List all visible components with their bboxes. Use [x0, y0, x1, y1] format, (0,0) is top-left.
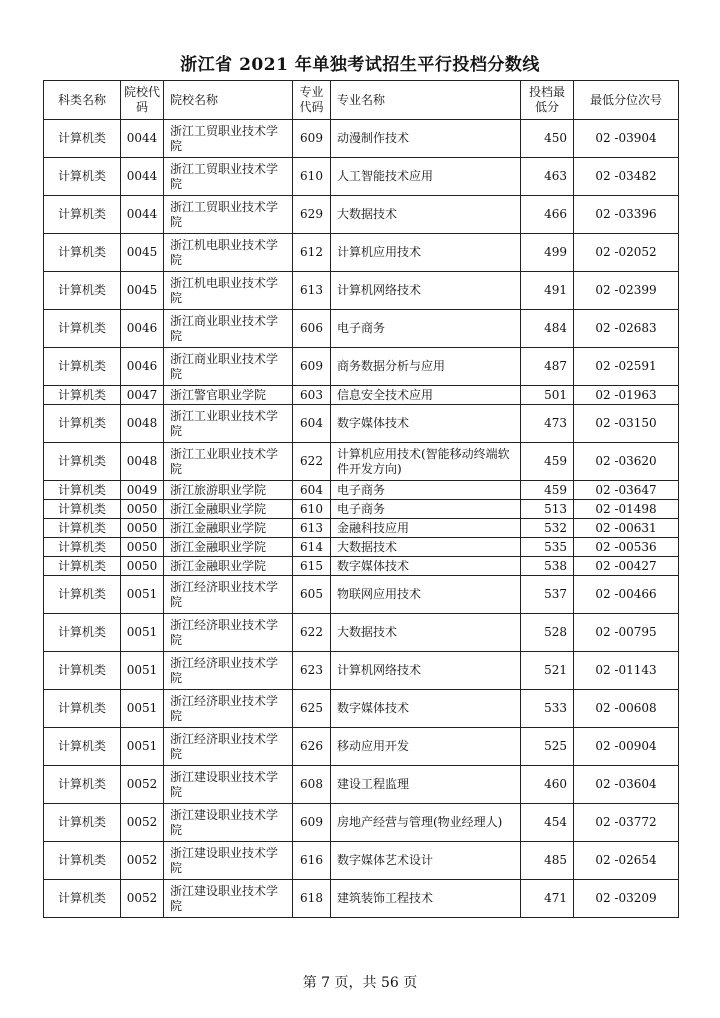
category-cell: 计算机类	[44, 158, 121, 196]
school-code-cell: 0051	[121, 690, 164, 728]
min-score-cell: 487	[521, 348, 574, 386]
school-name-cell: 浙江金融职业学院	[164, 500, 293, 519]
major-code-cell: 629	[293, 196, 331, 234]
major-code-cell: 622	[293, 443, 331, 481]
min-rank-cell: 02 -02683	[574, 310, 679, 348]
min-rank-cell: 02 -00795	[574, 614, 679, 652]
major-code-cell: 605	[293, 576, 331, 614]
min-rank-cell: 02 -02654	[574, 842, 679, 880]
major-code-cell: 614	[293, 538, 331, 557]
major-name-cell: 物联网应用技术	[331, 576, 521, 614]
school-name-cell: 浙江旅游职业学院	[164, 481, 293, 500]
school-name-cell: 浙江建设职业技术学院	[164, 880, 293, 918]
school-name-cell: 浙江金融职业学院	[164, 519, 293, 538]
school-code-cell: 0052	[121, 880, 164, 918]
min-rank-cell: 02 -01143	[574, 652, 679, 690]
header-school-code: 院校代码	[121, 81, 164, 120]
min-rank-cell: 02 -00904	[574, 728, 679, 766]
major-name-cell: 大数据技术	[331, 538, 521, 557]
major-code-cell: 622	[293, 614, 331, 652]
school-name-cell: 浙江机电职业技术学院	[164, 234, 293, 272]
header-school-name: 院校名称	[164, 81, 293, 120]
major-name-cell: 数字媒体艺术设计	[331, 842, 521, 880]
school-code-cell: 0044	[121, 158, 164, 196]
school-code-cell: 0046	[121, 310, 164, 348]
school-code-cell: 0050	[121, 500, 164, 519]
min-score-cell: 513	[521, 500, 574, 519]
category-cell: 计算机类	[44, 443, 121, 481]
major-code-cell: 610	[293, 158, 331, 196]
table-row	[44, 576, 679, 614]
table-row	[44, 880, 679, 918]
category-cell: 计算机类	[44, 690, 121, 728]
category-cell: 计算机类	[44, 386, 121, 405]
category-cell: 计算机类	[44, 557, 121, 576]
school-name-cell: 浙江经济职业技术学院	[164, 576, 293, 614]
min-rank-cell: 02 -00466	[574, 576, 679, 614]
min-rank-cell: 02 -00631	[574, 519, 679, 538]
major-name-cell: 计算机应用技术(智能移动终端软件开发方向)	[331, 443, 521, 481]
major-code-cell: 618	[293, 880, 331, 918]
category-cell: 计算机类	[44, 880, 121, 918]
school-name-cell: 浙江经济职业技术学院	[164, 690, 293, 728]
min-rank-cell: 02 -03396	[574, 196, 679, 234]
major-name-cell: 金融科技应用	[331, 519, 521, 538]
category-cell: 计算机类	[44, 348, 121, 386]
min-rank-cell: 02 -00608	[574, 690, 679, 728]
major-name-cell: 计算机网络技术	[331, 652, 521, 690]
major-name-cell: 电子商务	[331, 481, 521, 500]
school-code-cell: 0045	[121, 272, 164, 310]
major-name-cell: 大数据技术	[331, 614, 521, 652]
min-score-cell: 484	[521, 310, 574, 348]
table-header-row	[44, 81, 679, 120]
min-rank-cell: 02 -03904	[574, 120, 679, 158]
major-code-cell: 613	[293, 272, 331, 310]
school-name-cell: 浙江工贸职业技术学院	[164, 158, 293, 196]
school-name-cell: 浙江经济职业技术学院	[164, 614, 293, 652]
min-rank-cell: 02 -02052	[574, 234, 679, 272]
min-rank-cell: 02 -03604	[574, 766, 679, 804]
min-score-cell: 538	[521, 557, 574, 576]
school-code-cell: 0048	[121, 405, 164, 443]
school-code-cell: 0046	[121, 348, 164, 386]
category-cell: 计算机类	[44, 804, 121, 842]
major-name-cell: 移动应用开发	[331, 728, 521, 766]
table-row	[44, 728, 679, 766]
category-cell: 计算机类	[44, 576, 121, 614]
min-rank-cell: 02 -02399	[574, 272, 679, 310]
table-row	[44, 842, 679, 880]
min-rank-cell: 02 -03209	[574, 880, 679, 918]
page-footer: 第 7 页，共 56 页	[302, 975, 418, 991]
major-code-cell: 626	[293, 728, 331, 766]
category-cell: 计算机类	[44, 519, 121, 538]
category-cell: 计算机类	[44, 196, 121, 234]
min-score-cell: 466	[521, 196, 574, 234]
major-code-cell: 609	[293, 120, 331, 158]
category-cell: 计算机类	[44, 234, 121, 272]
min-rank-cell: 02 -01963	[574, 386, 679, 405]
category-cell: 计算机类	[44, 538, 121, 557]
min-score-cell: 459	[521, 481, 574, 500]
min-score-cell: 525	[521, 728, 574, 766]
school-code-cell: 0051	[121, 728, 164, 766]
category-cell: 计算机类	[44, 500, 121, 519]
table-row	[44, 158, 679, 196]
school-name-cell: 浙江工业职业技术学院	[164, 405, 293, 443]
major-name-cell: 数字媒体技术	[331, 557, 521, 576]
school-name-cell: 浙江工贸职业技术学院	[164, 120, 293, 158]
major-code-cell: 608	[293, 766, 331, 804]
min-rank-cell: 02 -01498	[574, 500, 679, 519]
min-rank-cell: 02 -03647	[574, 481, 679, 500]
school-name-cell: 浙江建设职业技术学院	[164, 842, 293, 880]
major-name-cell: 建设工程监理	[331, 766, 521, 804]
school-name-cell: 浙江工业职业技术学院	[164, 443, 293, 481]
major-name-cell: 数字媒体技术	[331, 690, 521, 728]
school-code-cell: 0051	[121, 576, 164, 614]
min-score-cell: 537	[521, 576, 574, 614]
school-code-cell: 0044	[121, 120, 164, 158]
major-code-cell: 613	[293, 519, 331, 538]
school-code-cell: 0052	[121, 766, 164, 804]
min-score-cell: 460	[521, 766, 574, 804]
min-rank-cell: 02 -03772	[574, 804, 679, 842]
school-code-cell: 0049	[121, 481, 164, 500]
major-code-cell: 603	[293, 386, 331, 405]
school-name-cell: 浙江警官职业学院	[164, 386, 293, 405]
score-table	[43, 80, 679, 918]
header-min-score: 投档最低分	[521, 81, 574, 120]
table-row	[44, 614, 679, 652]
page-title: 浙江省 2021 年单独考试招生平行投档分数线	[180, 55, 540, 75]
school-code-cell: 0050	[121, 519, 164, 538]
table-row	[44, 481, 679, 500]
school-code-cell: 0048	[121, 443, 164, 481]
header-major-code: 专业代码	[293, 81, 331, 120]
school-name-cell: 浙江金融职业学院	[164, 557, 293, 576]
min-score-cell: 501	[521, 386, 574, 405]
min-score-cell: 454	[521, 804, 574, 842]
table-body	[44, 120, 679, 918]
major-name-cell: 计算机网络技术	[331, 272, 521, 310]
min-score-cell: 535	[521, 538, 574, 557]
school-code-cell: 0044	[121, 196, 164, 234]
major-code-cell: 623	[293, 652, 331, 690]
school-code-cell: 0050	[121, 538, 164, 557]
major-code-cell: 616	[293, 842, 331, 880]
major-code-cell: 606	[293, 310, 331, 348]
major-name-cell: 大数据技术	[331, 196, 521, 234]
school-code-cell: 0051	[121, 652, 164, 690]
major-name-cell: 计算机应用技术	[331, 234, 521, 272]
table-row	[44, 348, 679, 386]
min-rank-cell: 02 -03482	[574, 158, 679, 196]
major-name-cell: 建筑装饰工程技术	[331, 880, 521, 918]
table-row	[44, 652, 679, 690]
school-name-cell: 浙江经济职业技术学院	[164, 728, 293, 766]
table-row	[44, 538, 679, 557]
school-code-cell: 0045	[121, 234, 164, 272]
table-row	[44, 120, 679, 158]
major-name-cell: 信息安全技术应用	[331, 386, 521, 405]
major-name-cell: 动漫制作技术	[331, 120, 521, 158]
major-code-cell: 604	[293, 405, 331, 443]
table-row	[44, 443, 679, 481]
category-cell: 计算机类	[44, 614, 121, 652]
table-row	[44, 804, 679, 842]
min-score-cell: 471	[521, 880, 574, 918]
major-code-cell: 609	[293, 348, 331, 386]
category-cell: 计算机类	[44, 310, 121, 348]
major-code-cell: 609	[293, 804, 331, 842]
major-code-cell: 612	[293, 234, 331, 272]
school-code-cell: 0050	[121, 557, 164, 576]
school-name-cell: 浙江金融职业学院	[164, 538, 293, 557]
min-score-cell: 528	[521, 614, 574, 652]
min-rank-cell: 02 -00536	[574, 538, 679, 557]
min-score-cell: 521	[521, 652, 574, 690]
school-name-cell: 浙江经济职业技术学院	[164, 652, 293, 690]
school-name-cell: 浙江工贸职业技术学院	[164, 196, 293, 234]
major-name-cell: 房地产经营与管理(物业经理人)	[331, 804, 521, 842]
table-row	[44, 690, 679, 728]
min-rank-cell: 02 -03620	[574, 443, 679, 481]
school-code-cell: 0052	[121, 804, 164, 842]
min-score-cell: 485	[521, 842, 574, 880]
category-cell: 计算机类	[44, 766, 121, 804]
major-name-cell: 商务数据分析与应用	[331, 348, 521, 386]
min-score-cell: 450	[521, 120, 574, 158]
header-min-rank: 最低分位次号	[574, 81, 679, 120]
category-cell: 计算机类	[44, 272, 121, 310]
min-score-cell: 459	[521, 443, 574, 481]
school-name-cell: 浙江建设职业技术学院	[164, 804, 293, 842]
major-code-cell: 615	[293, 557, 331, 576]
major-name-cell: 电子商务	[331, 310, 521, 348]
min-rank-cell: 02 -00427	[574, 557, 679, 576]
min-score-cell: 463	[521, 158, 574, 196]
category-cell: 计算机类	[44, 652, 121, 690]
min-score-cell: 499	[521, 234, 574, 272]
school-code-cell: 0052	[121, 842, 164, 880]
table-row	[44, 405, 679, 443]
min-score-cell: 491	[521, 272, 574, 310]
major-code-cell: 625	[293, 690, 331, 728]
major-name-cell: 人工智能技术应用	[331, 158, 521, 196]
school-name-cell: 浙江商业职业技术学院	[164, 310, 293, 348]
min-score-cell: 473	[521, 405, 574, 443]
school-name-cell: 浙江建设职业技术学院	[164, 766, 293, 804]
header-major-name: 专业名称	[331, 81, 521, 120]
table-row	[44, 766, 679, 804]
school-code-cell: 0051	[121, 614, 164, 652]
table-row	[44, 310, 679, 348]
category-cell: 计算机类	[44, 481, 121, 500]
school-name-cell: 浙江商业职业技术学院	[164, 348, 293, 386]
major-code-cell: 604	[293, 481, 331, 500]
school-code-cell: 0047	[121, 386, 164, 405]
min-score-cell: 533	[521, 690, 574, 728]
min-rank-cell: 02 -03150	[574, 405, 679, 443]
table-row	[44, 234, 679, 272]
category-cell: 计算机类	[44, 842, 121, 880]
category-cell: 计算机类	[44, 120, 121, 158]
table-row	[44, 557, 679, 576]
header-category: 科类名称	[44, 81, 121, 120]
table-row	[44, 519, 679, 538]
min-rank-cell: 02 -02591	[574, 348, 679, 386]
major-name-cell: 数字媒体技术	[331, 405, 521, 443]
table-row	[44, 500, 679, 519]
category-cell: 计算机类	[44, 728, 121, 766]
category-cell: 计算机类	[44, 405, 121, 443]
school-name-cell: 浙江机电职业技术学院	[164, 272, 293, 310]
table-row	[44, 386, 679, 405]
table-row	[44, 196, 679, 234]
min-score-cell: 532	[521, 519, 574, 538]
major-name-cell: 电子商务	[331, 500, 521, 519]
table-row	[44, 272, 679, 310]
major-code-cell: 610	[293, 500, 331, 519]
